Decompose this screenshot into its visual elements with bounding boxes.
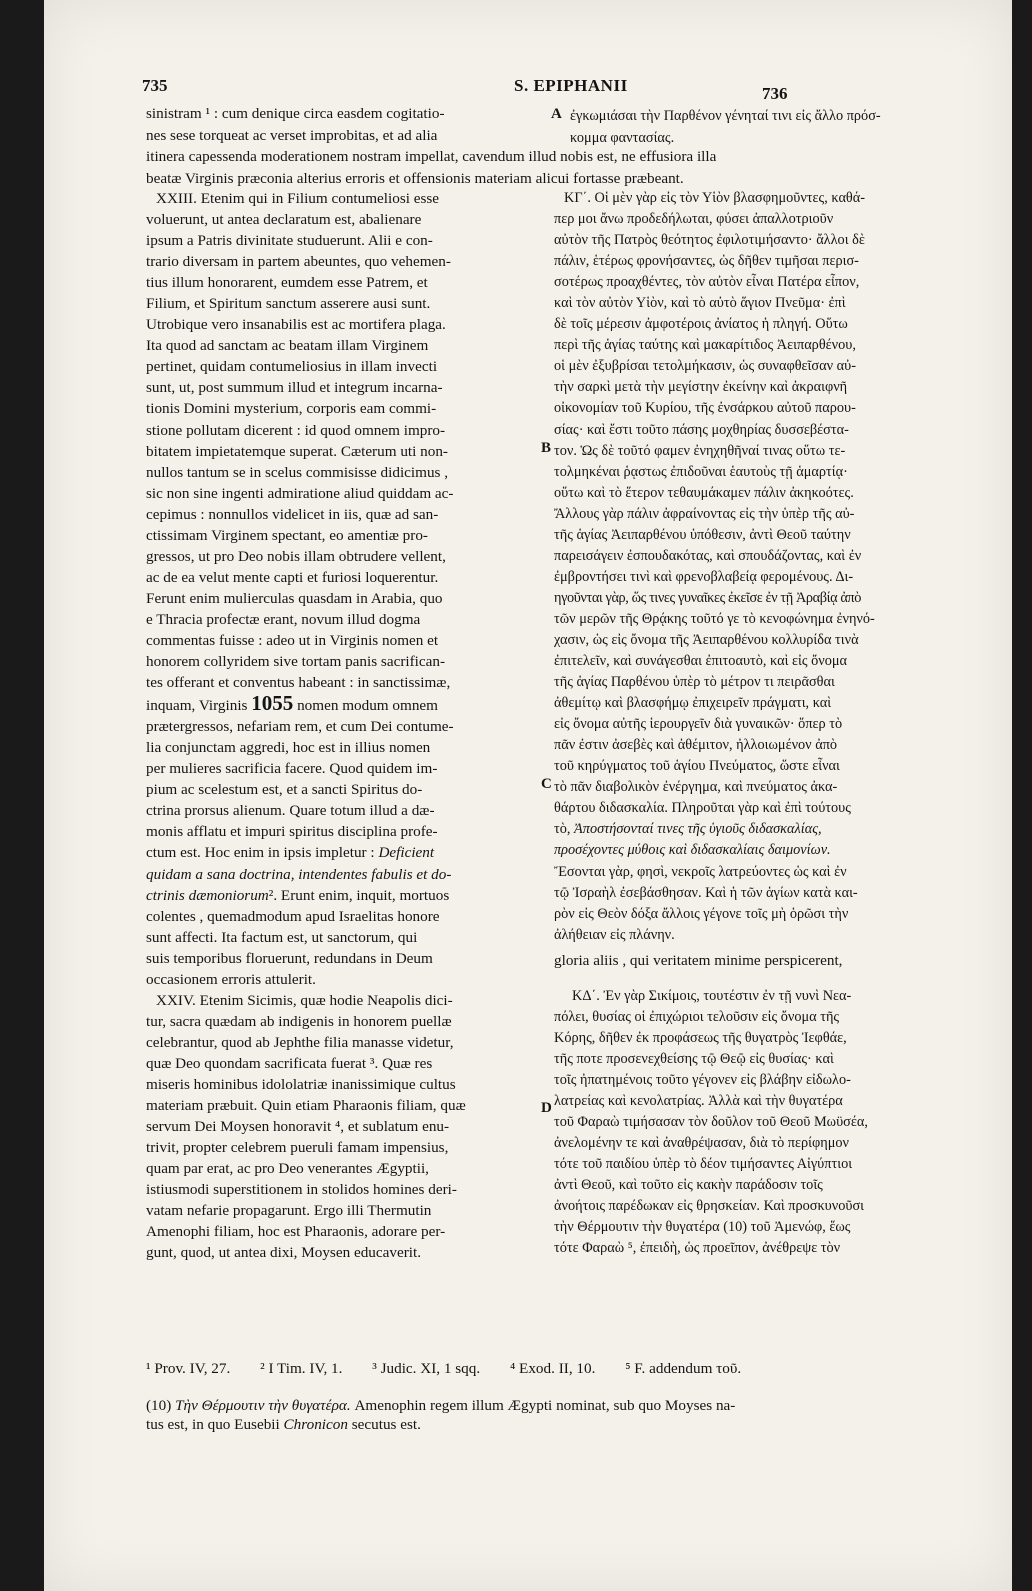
footnote: ² I Tim. IV, 1. [260,1360,343,1377]
text-line: XXIII. Etenim qui in Filium contumeliosi esse [156,190,440,207]
greek-line: τὴν Θέρμουτιν τὴν θυγατέρα (10) τοῦ Ἀμενώφ, ἕως [554,1219,851,1236]
latin-column [146,188,544,1263]
greek-line: πόλει, θυσίας οἱ ἐπιχώριοι τελοῦσιν εἰς ὄνομα τῆς [554,1008,840,1025]
text-fragment: ctum est. Hoc enim in ipsis impletur : [146,844,375,862]
greek-line [554,819,966,840]
greek-line: τὴν σαρκὶ μετὰ τὴν μεγίστην ἐκείνην καὶ ἀκραιφνῆ [554,379,848,396]
greek-line: τῆς ποτε προσενεχθείσης τῷ Θεῷ εἰς θυσίας· καὶ [554,1050,834,1067]
intro-line: sinistram ¹ : cum denique circa easdem cogitatio- [146,105,445,122]
greek-line: ηγοῦνται γὰρ, ὥς τινες γυναῖκες ἐκεῖσε ἐν τῇ Ἀραβίᾳ ἀπὸ [554,589,861,606]
intro-line: beatæ Virginis præconia alterius erroris et offensionis materiam alicui fortasse præbeant. [146,169,684,187]
text-line: trivit, propter celebrem pueruli famam impensius, [146,1139,449,1157]
footnote: ¹ Prov. IV, 27. [146,1360,231,1377]
text-line: suis temporibus floruerunt, redundans in Deum [146,949,433,967]
greek-line: εἰς ὄνομα αὐτῆς ἱερουργεῖν διὰ γυναικῶν· ὅπερ τὸ [554,716,843,733]
text-line: commentas fuisse : adeo ut in Virginis nomen et [146,631,439,649]
text-line: colentes , quemadmodum apud Israelitas honore [146,907,440,925]
text-line: occasionem erroris attulerit. [146,970,316,988]
column-number: 1055 [251,691,294,716]
text-line: celebrantur, quod ab Jephthe filia manasse videtur, [146,1033,454,1051]
greek-line: λατρείας καὶ κενολατρίας. Ἀλλὰ καὶ τὴν θυγατέρα [554,1092,843,1109]
text-line: Amenophi filiam, hoc est Pharaonis, adorare per- [146,1223,446,1241]
greek-line: θάρτου διδασκαλία. Πληροῦται γὰρ καὶ ἐπὶ τούτους [554,800,851,817]
greek-line: περ μοι ἄνω προδεδήλωται, φύσει ἀπαλλοτριοῦν [554,211,834,228]
greek-line: αὐτὸν τῆς Πατρὸς θεότητος ἐφιλοτιμήσαντο· ἄλλοι δὲ [554,232,865,249]
note-greek: Τὴν Θέρμουτιν τὴν θυγατέρα. [175,1397,351,1414]
greek-line: τοῦ κηρύγματος τοῦ ἁγίου Πνεύματος, ὥστε εἶναι [554,758,840,775]
greek-line: χασιν, ὡς εἰς ὄνομα τῆς Ἀειπαρθένου κολλυρίδα τινὰ [554,631,859,648]
text-fragment: nomen modum omnem [297,697,438,715]
text-line: tius illum honorarent, eumdem esse Patrem, et [146,274,428,292]
greek-line: σοτέρως προαχθέντες, τὸν αὐτὸν εἶναι Πατέρα εἶπον, [554,274,860,291]
text-line: trario diversam in partem abeuntes, quo vehemen- [146,253,451,271]
greek-line: περὶ τῆς ἁγίας ταύτης καὶ μακαρίτιδος Ἀειπαρθένου, [554,337,856,354]
text-line: tionis Domini mysterium, corporis eam commi- [146,400,437,418]
footnotes [146,1358,966,1380]
greek-line: τῆς ἁγίας Παρθένου ὑπὲρ τὸ μέτρον τι πειρᾶσθαι [554,674,835,691]
text-line: gunt, quod, ut antea dixi, Moysen educaverit. [146,1244,421,1262]
greek-line: ἐμβροντήσει τινὶ καὶ φρενοβλαβείᾳ φερομένους. Δι- [554,568,854,585]
text-line [146,842,544,863]
text-line: Ita quod ad sanctam ac beatam illam Virginem [146,337,429,355]
footnote: ⁵ F. addendum τοῦ. [625,1360,742,1377]
text-fragment: inquam, Virginis [146,697,248,715]
note-text: tus est, in quo Eusebii [146,1416,284,1433]
text-line: Filium, et Spiritum sanctum asserere ausi sunt. [146,295,431,313]
text-line: gressos, ut pro Deo nobis illam obtrudere vellent, [146,547,446,565]
text-line: nullos tantum se in scelus commisisse didicimus , [146,463,449,481]
page-header [44,70,1012,103]
greek-line: ἀθεμίτῳ καὶ βλασφήμῳ ἐπιχειρεῖν πράγματι, καὶ [554,695,832,712]
text-line: quam par erat, ac pro Deo venerantes Ægyptii, [146,1160,429,1178]
note-line [146,1396,968,1415]
text-line: bitatem impietatemque superat. Cæterum uti non- [146,442,448,460]
greek-line: οἰκονομίαν τοῦ Κυρίου, τῆς ἐνσάρκου αὐτοῦ παρου- [554,400,856,417]
text-line: voluerunt, ut antea declaratum est, abalienare [146,211,422,229]
latin-line: gloria aliis , qui veritatem minime perspicerent, [554,951,843,969]
greek-line: καὶ τὸν αὐτὸν Υἱὸν, καὶ τὸ αὐτὸ ἅγιον Πνεῦμα· ἐπὶ [554,295,846,312]
text-line: ctrina prorsus alienum. Quare totum illud a dæ- [146,802,435,820]
page-number-left: 735 [142,76,168,95]
text-line: XXIV. Etenim Sicimis, quæ hodie Neapolis dici- [156,991,453,1009]
greek-line: παρεισάγειν ἐσπουδακότας, καὶ σπουδάζοντας, καὶ ἐν [554,547,862,564]
text-line: prætergressos, nefariam rem, et cum Dei contume- [146,718,454,736]
text-line: cepimus : nonnullos videlicet in iis, quæ ad san- [146,505,439,523]
text-line: vatam nefarie propagarunt. Ergo illi Thermutin [146,1202,432,1220]
greek-line: ΚΓ΄. Οἱ μὲν γὰρ εἰς τὸν Υἱὸν βλασφημοῦντες, καθά- [564,190,866,206]
margin-letter-b: B [541,440,552,456]
text-line: lia conjunctam aggredi, hoc est in illius nomen [146,739,431,757]
greek-line: οἱ μὲν ἐξυβρίσαι τετολμήκασιν, ὡς συναφθεῖσαν αὐ- [554,358,856,375]
greek-quote-line: προσέχοντες μύθοις καὶ διδασκαλίαις δαιμονίων. [554,842,831,859]
quote-fragment: ctrinis dæmoniorum [146,886,269,904]
text-line: monis afflatu et impuri spiritus disciplina profe- [146,823,438,841]
greek-line: ἀντὶ Θεοῦ, καὶ τοῦτο εἰς κακὴν παράδοσιν τοῖς [554,1177,823,1194]
greek-line: ἐπιτελεῖν, καὶ συνάγεσθαι ἐπιτοαυτὸ, καὶ εἰς ὄνομα [554,653,848,670]
greek-intro-line: ἐγκωμιάσαι τὴν Παρθένον γένηταί τινι εἰς ἄλλο πρόσ- [570,108,881,124]
text-line: ctissimam Virginem spectant, eo amentiæ pro- [146,526,428,544]
text-line: ipsum a Patris divinitate studuerunt. Alii e con- [146,232,433,250]
greek-line: πᾶν ἐστιν ἀσεβὲς καὶ ἀθέμιτον, ἠλλοιωμένον ἀπὸ [554,737,838,754]
greek-line: τὸ πᾶν διαβολικὸν ἐνέργημα, καὶ πνεύματος ἀκα- [554,779,838,796]
text-line: sic non sine ingenti admiratione aliud quiddam ac- [146,484,454,502]
footnote: ⁴ Exod. II, 10. [509,1360,596,1377]
greek-line: ΚΔ΄. Ἐν γὰρ Σικίμοις, τουτέστιν ἐν τῇ νυνὶ Νεα- [572,987,852,1004]
intro-line: nes sese torqueat ac verset improbitas, et ad alia [146,126,438,144]
greek-line: τοῦ Φαραὼ τιμήσασαν τὸν δοῦλον τοῦ Θεοῦ Μωϋσέα, [554,1114,868,1131]
note-label: (10) [146,1397,172,1414]
greek-line: Ἔσονται γὰρ, φησὶ, νεκροῖς λατρεύοντες ὡς καὶ ἐν [554,863,847,880]
text-line: e Thracia profectæ erant, novum illud dogma [146,610,421,628]
text-line: istiusmodi superstitionem in stolidos homines deri- [146,1181,457,1199]
text-line: miseris hominibus idololatriæ inanissimique cultus [146,1075,456,1093]
text-line: Utrobique vero insanabilis est ac mortifera plaga. [146,316,446,334]
note-chronicon: Chronicon [283,1416,348,1433]
text-line: per mulieres sacrificia facere. Quod quidem im- [146,760,438,778]
greek-fragment: τὸ, [554,821,571,838]
margin-letter-c: C [541,776,552,792]
text-line: tur, sacra quædam ab indigenis in honorem puellæ [146,1012,452,1030]
text-line: servum Dei Moysen honoravit ⁴, et sublatum enu- [146,1118,450,1136]
running-title: S. EPIPHANII [514,76,628,95]
note-text: secutus est. [347,1416,421,1433]
greek-line: τολμηκέναι ῥᾳστως ἐπιδοῦναι ἑαυτοὺς τῇ ἁμαρτίᾳ· [554,463,848,480]
greek-line: δὲ τοῖς μέρεσιν ἀμφοτέροις ἀνίατος ἡ πληγή. Οὕτω [554,316,848,333]
text-line [146,693,544,716]
greek-line: ρὸν εἰς Θεὸν δόξα ἄλλοις γέγονε τοῖς μὴ ὁρῶσι τὴν [554,905,849,922]
greek-column [554,188,966,1259]
text-line: honorem collyridem sive tortam panis sacrifican- [146,653,446,671]
text-line: pertinet, quidam contumeliosius in illam invecti [146,358,438,376]
text-line: stione pollutam dicerent : id quod omnem impro- [146,421,446,439]
text-fragment: ². Erunt enim, inquit, mortuos [268,886,450,904]
text-line: materiam præbuit. Quin etiam Pharaonis filiam, quæ [146,1097,466,1115]
greek-line: Κόρης, δῆθεν ἐκ προφάσεως τῆς θυγατρὸς Ἰεφθάε, [554,1029,847,1046]
text-line: Ferunt enim mulierculas quasdam in Arabia, quo [146,589,443,607]
note-text: Amenophin regem illum Ægypti nominat, sub quo Moyses na- [350,1397,736,1414]
greek-line: τοῖς ἠπατημένοις τοῦτο γέγονεν εἰς βλάβην εἰδωλο- [554,1071,851,1088]
text-line: sunt affecti. Ita factum est, ut sanctorum, qui [146,928,418,946]
greek-quote-fragment: Ἀποστήσονταί τινες τῆς ὑγιοῦς διδασκαλίας, [574,821,822,838]
greek-line: πάλιν, ἑτέρως φρονήσαντες, ὡς δῆθεν τιμῆσαι περισ- [554,253,859,270]
margin-letter-d: D [541,1100,552,1116]
note-line [146,1415,968,1434]
greek-line: τῷ Ἰσραὴλ ἐσεβάσθησαν. Καὶ ἡ τῶν ἁγίων κατὰ και- [554,884,858,901]
greek-line: ἀνοήτοις παρέδωκαν εἰς θρησκείαν. Καὶ προσκυνοῦσι [554,1198,865,1215]
greek-line: τῆς ἁγίας Ἀειπαρθένου ὑπόθεσιν, ἀντὶ Θεοῦ ταύτην [554,526,851,543]
greek-line: οὕτω καὶ τὸ ἕτερον τεθαυμάκαμεν πάλιν ἀκηκοότες. [554,484,854,501]
text-line: pium ac scelestum est, et a sancti Spiritus do- [146,781,423,799]
quote-fragment: Deficient [378,844,435,862]
greek-line: ἀλήθειαν εἰς πλάνην. [554,926,675,943]
intro-line: itinera capessenda moderationem nostram impellat, cavendum illud nobis est, ne effusiora illa [146,148,717,165]
quote-line: quidam a sana doctrina, intendentes fabulis et do- [146,865,452,883]
footnote-row [146,1358,966,1380]
greek-line: τότε Φαραὼ ⁵, ἐπειδὴ, ὡς προεῖπον, ἀνέθρεψε τὸν [554,1240,841,1257]
greek-line: ἀνελομένην τε καὶ ἀναθρέψασαν, διὰ τὸ περίφημον [554,1135,850,1152]
greek-line: τότε τοῦ παιδίου ὑπὲρ τὸ δέον τιμήσαντες Αἰγύπτιοι [554,1156,853,1173]
text-line: tes offerant et conventus habeant : in sanctissimæ, [146,674,451,692]
margin-letter-a: A [551,106,562,122]
footnote: ³ Judic. XI, 1 sqq. [372,1360,481,1377]
greek-intro-line: κομμα φαντασίας. [570,129,675,146]
editor-note [146,1396,968,1434]
text-line: sunt, ut, post summum illud et integrum incarna- [146,379,443,397]
greek-line: τῶν μερῶν τῆς Θρᾴκης τοῦτό γε τὸ κενοφώνημα ἐνηνό- [554,610,875,627]
page-number-right: 736 [762,84,788,103]
text-line: quæ Deo quondam sacrificata fuerat ³. Quæ res [146,1054,433,1072]
text-line: ac de ea velut mente capti et furiosi loquerentur. [146,568,439,586]
greek-line: Ἄλλους γὰρ πάλιν ἀφραίνοντας εἰς τὴν ὑπὲρ τῆς αὐ- [554,505,855,522]
greek-line: σίας· καὶ ἔστι τοῦτο πάσης μοχθηρίας δυσσεβέστα- [554,421,849,438]
greek-line: τον. Ὡς δὲ τοῦτό φαμεν ἐνηχηθῆναί τινας οὕτω τε- [554,442,846,459]
text-line [146,885,544,906]
